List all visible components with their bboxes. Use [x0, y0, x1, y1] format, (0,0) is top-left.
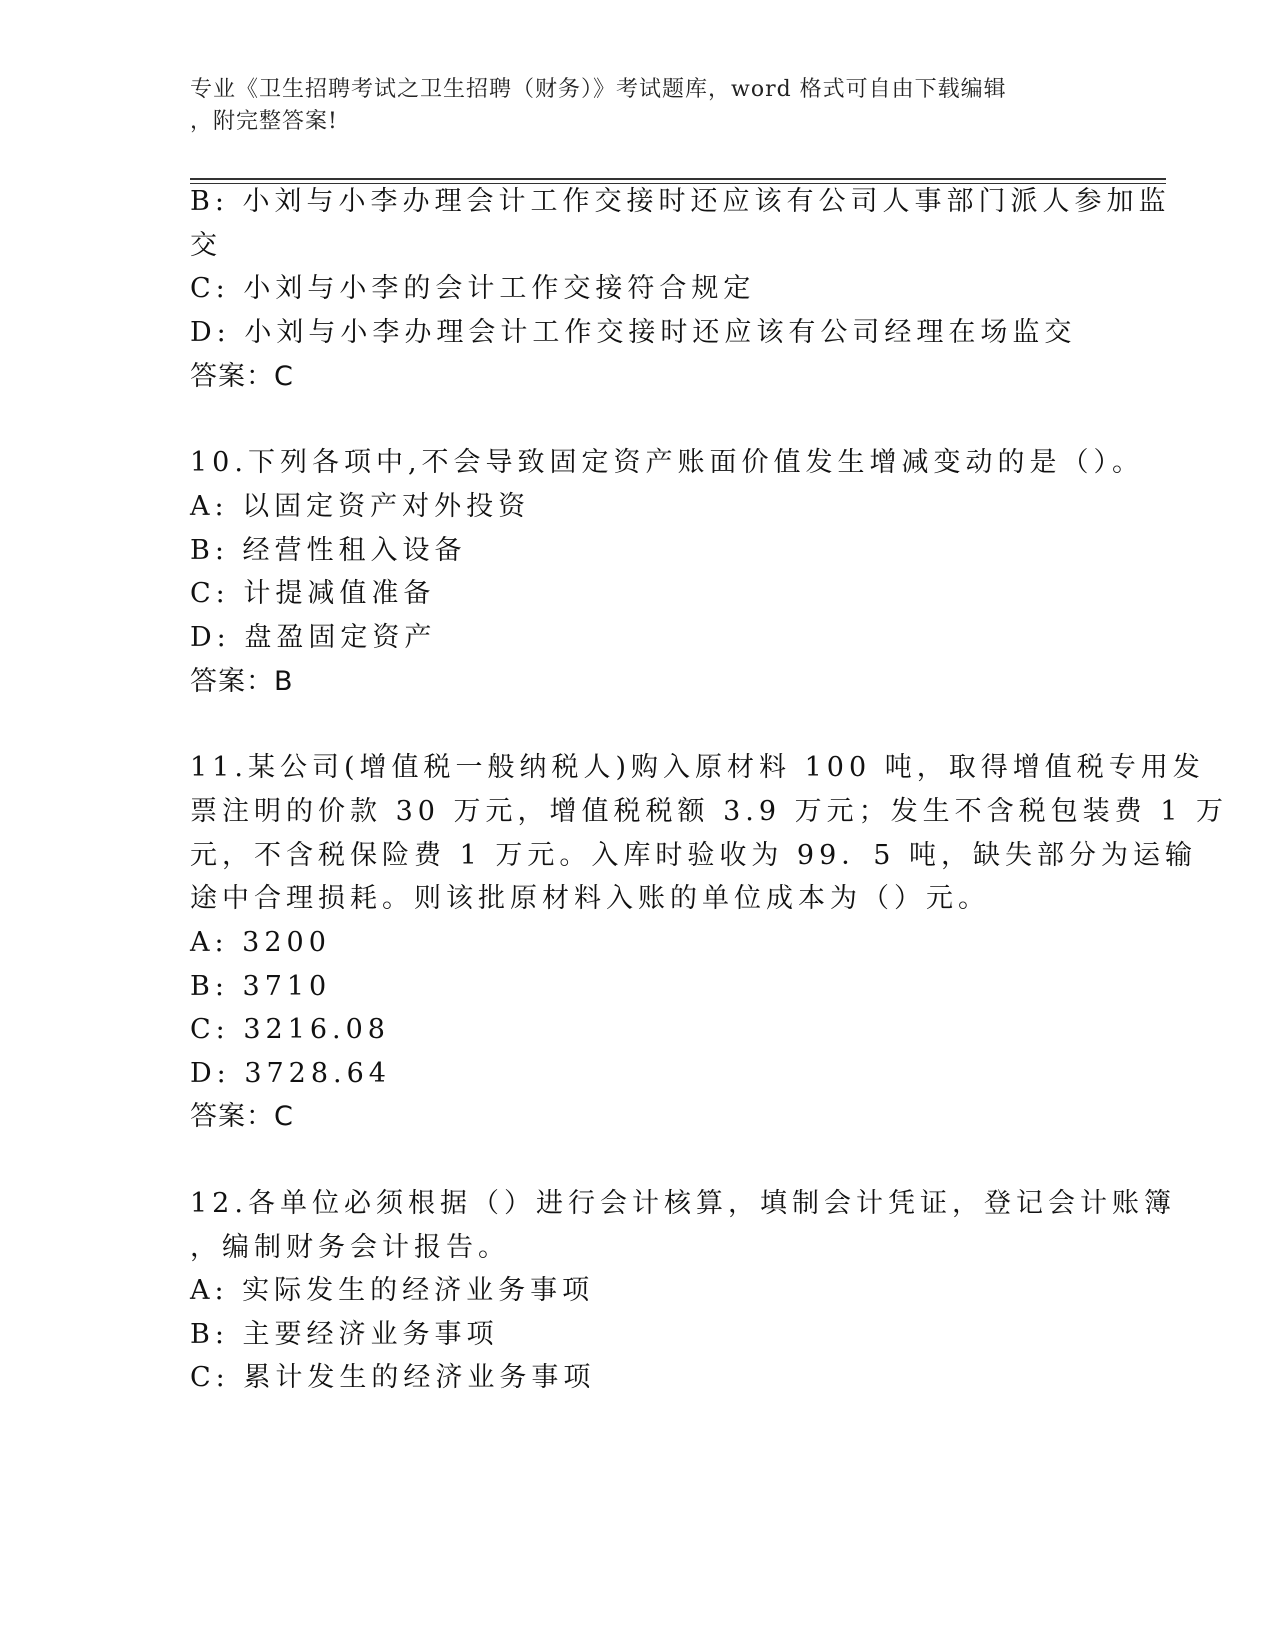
q12-option-b: B: 主要经济业务事项: [190, 1319, 499, 1350]
q11-option-c: C: 3216.08: [190, 1014, 390, 1045]
header-divider-thick: [190, 178, 1166, 180]
q12-question-line-2: ，编制财务会计报告。: [190, 1232, 510, 1263]
q12-option-c: C: 累计发生的经济业务事项: [190, 1362, 596, 1393]
q9-option-c: C: 小刘与小李的会计工作交接符合规定: [190, 273, 756, 304]
q11-question-line-4: 途中合理损耗。则该批原材料入账的单位成本为（）元。: [190, 883, 990, 914]
q10-option-a: A: 以固定资产对外投资: [190, 491, 531, 522]
q9-option-b-line-1: B: 小刘与小李办理会计工作交接时还应该有公司人事部门派人参加监: [190, 186, 1171, 217]
q10-option-d: D: 盘盈固定资产: [190, 622, 437, 653]
q11-question-line-1: 11.某公司(增值税一般纳税人)购入原材料 100 吨，取得增值税专用发: [190, 752, 1205, 783]
q9-option-d: D: 小刘与小李办理会计工作交接时还应该有公司经理在场监交: [190, 317, 1077, 348]
q12-option-a: A: 实际发生的经济业务事项: [190, 1275, 595, 1306]
document-header: [190, 74, 1090, 138]
q12-question-line-1: 12.各单位必须根据（）进行会计核算，填制会计凭证，登记会计账簿: [190, 1188, 1176, 1219]
q11-question-line-3: 元，不含税保险费 1 万元。入库时验收为 99．5 吨，缺失部分为运输: [190, 840, 1198, 871]
q11-option-d: D: 3728.64: [190, 1058, 391, 1089]
q11-option-b: B: 3710: [190, 971, 332, 1002]
q9-option-b-line-2: 交: [190, 230, 222, 261]
header-line-2: ，附完整答案!: [190, 109, 338, 134]
q9-answer: 答案：C: [190, 361, 294, 392]
header-divider-thin: [190, 183, 1166, 184]
q11-option-a: A: 3200: [190, 927, 331, 958]
q10-question: 10.下列各项中,不会导致固定资产账面价值发生增减变动的是（）。: [190, 447, 1145, 478]
q11-question-line-2: 票注明的价款 30 万元，增值税税额 3.9 万元；发生不含税包装费 1 万: [190, 796, 1228, 827]
q11-answer: 答案：C: [190, 1101, 294, 1132]
q10-option-c: C: 计提减值准备: [190, 578, 436, 609]
header-line-1: 专业《卫生招聘考试之卫生招聘（财务）》考试题库，word 格式可自由下载编辑: [190, 77, 1007, 102]
q10-answer: 答案：B: [190, 666, 294, 697]
q10-option-b: B: 经营性租入设备: [190, 535, 467, 566]
